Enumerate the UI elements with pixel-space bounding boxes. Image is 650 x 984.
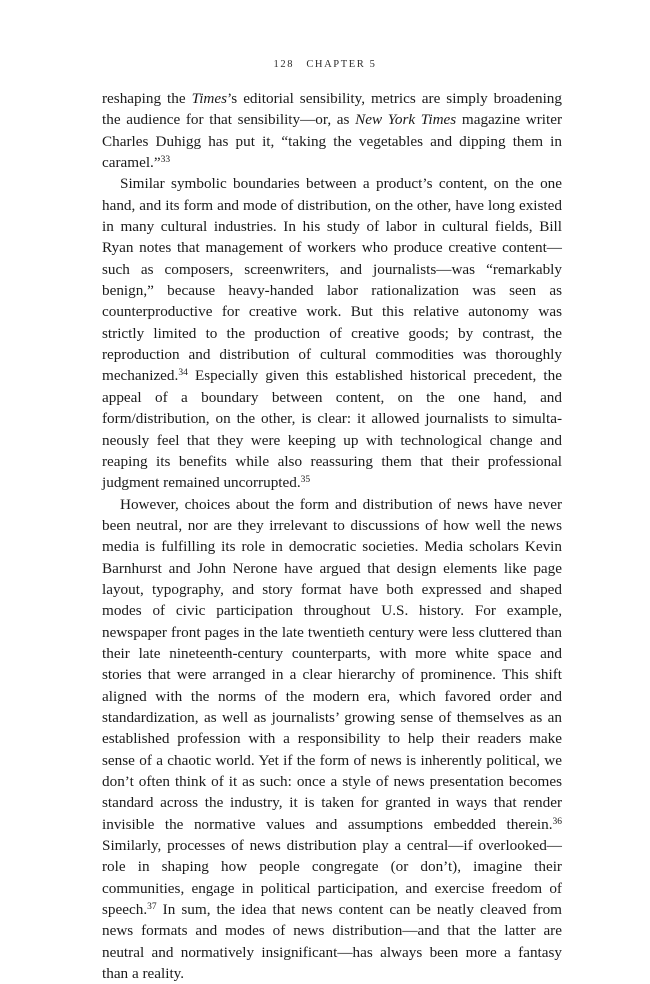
body-text: [102, 88, 562, 984]
text-run: magazine writer Charles Duhigg has put it, “taking the vegetables and dipping them in caramel.”: [102, 111, 563, 172]
italic-title: New York Times: [355, 111, 457, 129]
footnote-ref: 37: [147, 902, 157, 913]
text-run: Similar symbolic boundaries between a product’s content, on the one hand, and its form and mode of distribution, on the other, have long existed in many cultural industries. In his study of labor in cultural fields, Bill Ryan notes that management of workers who produce creative content—such as composers, screenwriters, and journalists—was “remarkably benign,” because heavy-handed labor rationalization was seen as counterproductive for creative work. But this relative autonomy was strictly limited to the production of creative goods; by contrast, the reproduction and distribution of cultural commodities was thoroughly mechanized.: [102, 175, 562, 385]
running-head: [0, 59, 650, 70]
footnote-ref: 36: [552, 816, 562, 827]
text-run: However, choices about the form and distribution of news have never been neutral, nor are they irrelevant to discussions of how well the news media is fulfilling its role in democratic societies. Media scholars Kevin Barnhurst and John Nerone have argued that design elements like page layout, typography, and story format have both expressed and shaped modes of civic participation throughout U.S. history. For example, newspaper front pages in the late twentieth century were less cluttered than their late nineteenth-century counterparts, with more white space and stories that were arranged in a clear hierarchy of prominence. This shift aligned with the norms of the modern era, which favored order and standardization, as well as journalists’ growing sense of themselves as an established profession with a responsibility to help their readers make sense of a chaotic world. Yet if the form of news is inherently political, we don’t often think of it as such: once a style of news presentation becomes standard across the industry, it is taken for granted in ways that render invisible the normative values and assumptions embedded therein.: [102, 495, 562, 833]
text-run: Similarly, processes of news distribution play a central—if overlooked—role in shaping how people congregate (or don’t), imagine their communities, engage in political participation, and exercise freedom of speech.: [102, 837, 562, 919]
chapter-label: CHAPTER 5: [306, 59, 377, 70]
paragraph-1: [102, 88, 562, 173]
text-run: ’s editorial sensibility, metrics are simply broadening the audience for that sensibility—or, as: [102, 90, 562, 129]
paragraph-2: [102, 173, 562, 493]
text-run: In sum, the idea that news content can be neatly cleaved from news formats and modes of news distribution—and that the latter are neutral and normatively insignificant—has always been more a fantasy than a reality.: [102, 901, 562, 983]
footnote-ref: 34: [178, 368, 188, 379]
paragraph-3: [102, 494, 562, 984]
footnote-ref: 35: [300, 475, 311, 486]
footnote-ref: 33: [160, 155, 171, 166]
italic-title: Times: [191, 90, 228, 107]
text-run: Especially given this established historical precedent, the appeal of a boundary between content, on the one hand, and form/distribution, on the other, is clear: it allowed journalists to simultaneously feel that they were keeping up with technological change and reaping its benefits while also reassuring them that their professional judgment remained uncorrupted.: [102, 367, 562, 492]
text-run: reshaping the: [102, 90, 192, 107]
page-number: 128: [273, 59, 295, 70]
